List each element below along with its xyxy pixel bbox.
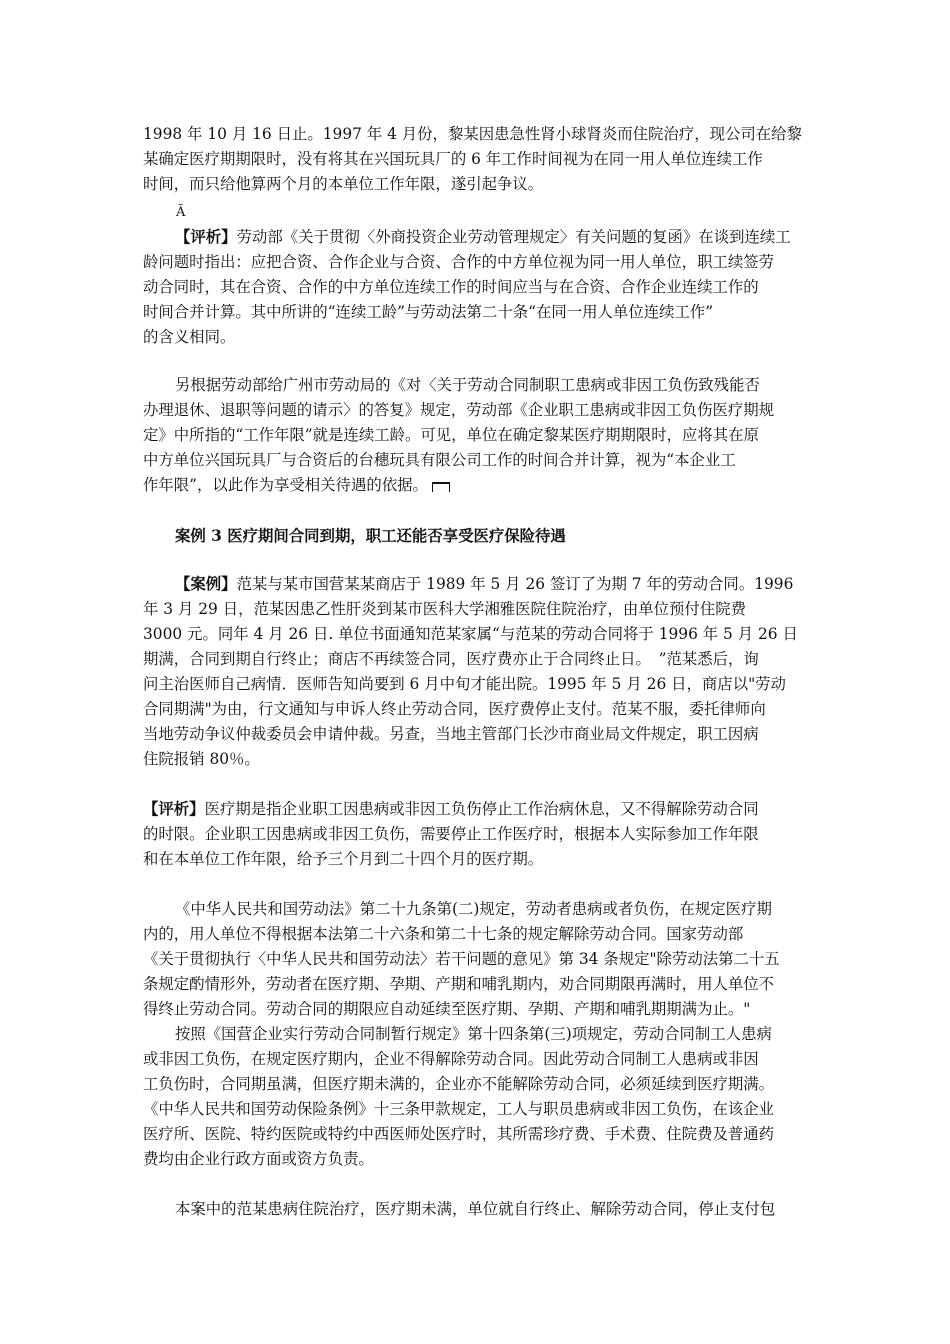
paragraph-5-first-line xyxy=(143,797,813,822)
paragraph-7-line: 按照《国营企业实行劳动合同制暂行规定》第十四条第(三)项规定，劳动合同制工人患病 xyxy=(175,1025,772,1043)
paragraph-4-line: 3000 元。同年 4 月 26 日. 单位书面通知范某家属“与范某的劳动合同将于 1996 年 5 月 26 日 xyxy=(143,625,798,643)
paragraph-5-line: 和在本单位工作年限，给予三个月到二十四个月的医疗期。 xyxy=(143,850,544,868)
case-label: 【案例】 xyxy=(175,575,237,593)
paragraph-7-line: 工负伤时，合同期虽满，但医疗期未满的，企业亦不能解除劳动合同，必须延续到医疗期满。 xyxy=(143,1075,775,1093)
paragraph-6-line: 条规定酌情形外，劳动者在医疗期、孕期、产期和哺乳期内，劝合同期限再满时，用人单位不 xyxy=(143,975,775,993)
case-heading: 案例 3 医疗期间合同到期，职工还能否享受医疗保险待遇 xyxy=(175,527,566,545)
paragraph-5-text: 医疗期是指企业职工因患病或非因工负伤停止工作治病休息，又不得解除劳动合同 xyxy=(204,800,759,818)
paragraph-5-line: 的时限。企业职工因患病或非因工负伤，需要停止工作医疗时，根据本人实际参加工作年限 xyxy=(143,825,759,843)
paragraph-1-line: 1998 年 10 月 16 日止。1997 年 4 月份，黎某因患急性肾小球肾炎而住院治疗，现公司在给黎 xyxy=(143,125,802,143)
paragraph-2-line: 时间合并计算。其中所讲的“连续工龄”与劳动法第二十条“在同一用人单位连续工作” xyxy=(143,303,714,321)
paragraph-1-line: 时间，而只给他算两个月的本单位工作年限，遂引起争议。 xyxy=(143,175,544,193)
comment-label: 【评析】 xyxy=(143,800,205,818)
paragraph-3-line: 定》中所指的“工作年限”就是连续工龄。可见，单位在确定黎某医疗期期限时，应将其在原 xyxy=(143,426,759,444)
paragraph-3-text: 作年限”，以此作为享受相关待遇的依据。 xyxy=(143,476,428,494)
paragraph-3-line: 中方单位兴国玩具厂与合资后的台穗玩具有限公司工作的时间合并计算，视为“本企业工 xyxy=(143,451,736,469)
paragraph-8-line: 本案中的范某患病住院治疗，医疗期未满，单位就自行终止、解除劳动合同，停止支付包 xyxy=(175,1200,776,1218)
paragraph-6-line: 《中华人民共和国劳动法》第二十九条第(二)规定，劳动者患病或者负伤，在规定医疗期 xyxy=(175,900,772,918)
paragraph-2-first-line xyxy=(175,225,815,250)
paragraph-4-line: 期满，合同到期自行终止；商店不再续签合同，医疗费亦止于合同终止日。 ”范某悉后，询 xyxy=(143,650,759,668)
paragraph-7-line: 医疗所、医院、特约医院或特约中西医师处医疗时，其所需珍疗费、手术费、住院费及普通药 xyxy=(143,1125,775,1143)
paragraph-7-line: 费均由企业行政方面或资方负责。 xyxy=(143,1150,374,1168)
paragraph-2-text: 劳动部《关于贯彻〈外商投资企业劳动管理规定〉有关问题的复函》在谈到连续工 xyxy=(236,228,791,246)
paragraph-4-first-line xyxy=(175,572,815,597)
paragraph-4-line: 问主治医师自己病情．医师告知尚要到 6 月中旬才能出院。1995 年 5 月 26 日，商店以"劳动 xyxy=(143,675,786,693)
paragraph-1-line: 某确定医疗期期限时，没有将其在兴国玩具厂的 6 年工作时间视为在同一用人单位连续工作 xyxy=(143,150,763,168)
paragraph-3-line: 办理退休、退职等问题的请示〉的答复》规定，劳动部《企业职工患病或非因工负伤医疗期规 xyxy=(143,401,775,419)
paragraph-2-line: 的含义相同。 xyxy=(143,328,236,346)
paragraph-3-line: 另根据劳动部给广州市劳动局的《对〈关于劳动合同制职工患病或非因工负伤致残能否 xyxy=(175,376,760,394)
paragraph-2-line: 动合同时，其在合资、合作的中方单位连续工作的时间应当与在合资、合作企业连续工作的 xyxy=(143,278,759,296)
stray-glyph: Ã xyxy=(176,205,186,220)
paragraph-mark-icon xyxy=(432,482,450,492)
paragraph-2-line: 龄问题时指出：应把合资、合作企业与合资、合作的中方单位视为同一用人单位，职工续签劳 xyxy=(143,253,775,271)
paragraph-3-last-line xyxy=(143,473,813,498)
paragraph-4-line: 合同期满"为由，行文通知与申诉人终止劳动合同，医疗费停止支付。范某不服，委托律师向 xyxy=(143,700,766,718)
paragraph-4-line: 住院报销 80％。 xyxy=(143,750,260,768)
paragraph-4-text: 范某与某市国营某某商店于 1989 年 5 月 26 签订了为期 7 年的劳动合同。1996 xyxy=(236,575,794,593)
paragraph-6-line: 《关于贯彻执行〈中华人民共和国劳动法〉若干问题的意见》第 34 条规定"除劳动法第二十五 xyxy=(143,950,780,968)
paragraph-6-line: 内的，用人单位不得根据本法第二十六条和第二十七条的规定解除劳动合同。国家劳动部 xyxy=(143,925,744,943)
paragraph-4-line: 当地劳动争议仲裁委员会申请仲裁。另查，当地主管部门长沙市商业局文件规定，职工因病 xyxy=(143,725,759,743)
paragraph-7-line: 或非因工负伤，在规定医疗期内，企业不得解除劳动合同。因此劳动合同制工人患病或非因 xyxy=(143,1050,759,1068)
comment-label: 【评析】 xyxy=(175,228,237,246)
paragraph-6-line: 得终止劳动合同。劳动合同的期限应自动延续至医疗期、孕期、产期和哺乳期期满为止。" xyxy=(143,1000,751,1018)
paragraph-4-line: 年 3 月 29 日，范某因患乙性肝炎到某市医科大学湘雅医院住院治疗，由单位预付住院费 xyxy=(143,600,747,618)
paragraph-7-line: 《中华人民共和国劳动保险条例》十三条甲款规定，工人与职员患病或非因工负伤，在该企业 xyxy=(143,1100,775,1118)
